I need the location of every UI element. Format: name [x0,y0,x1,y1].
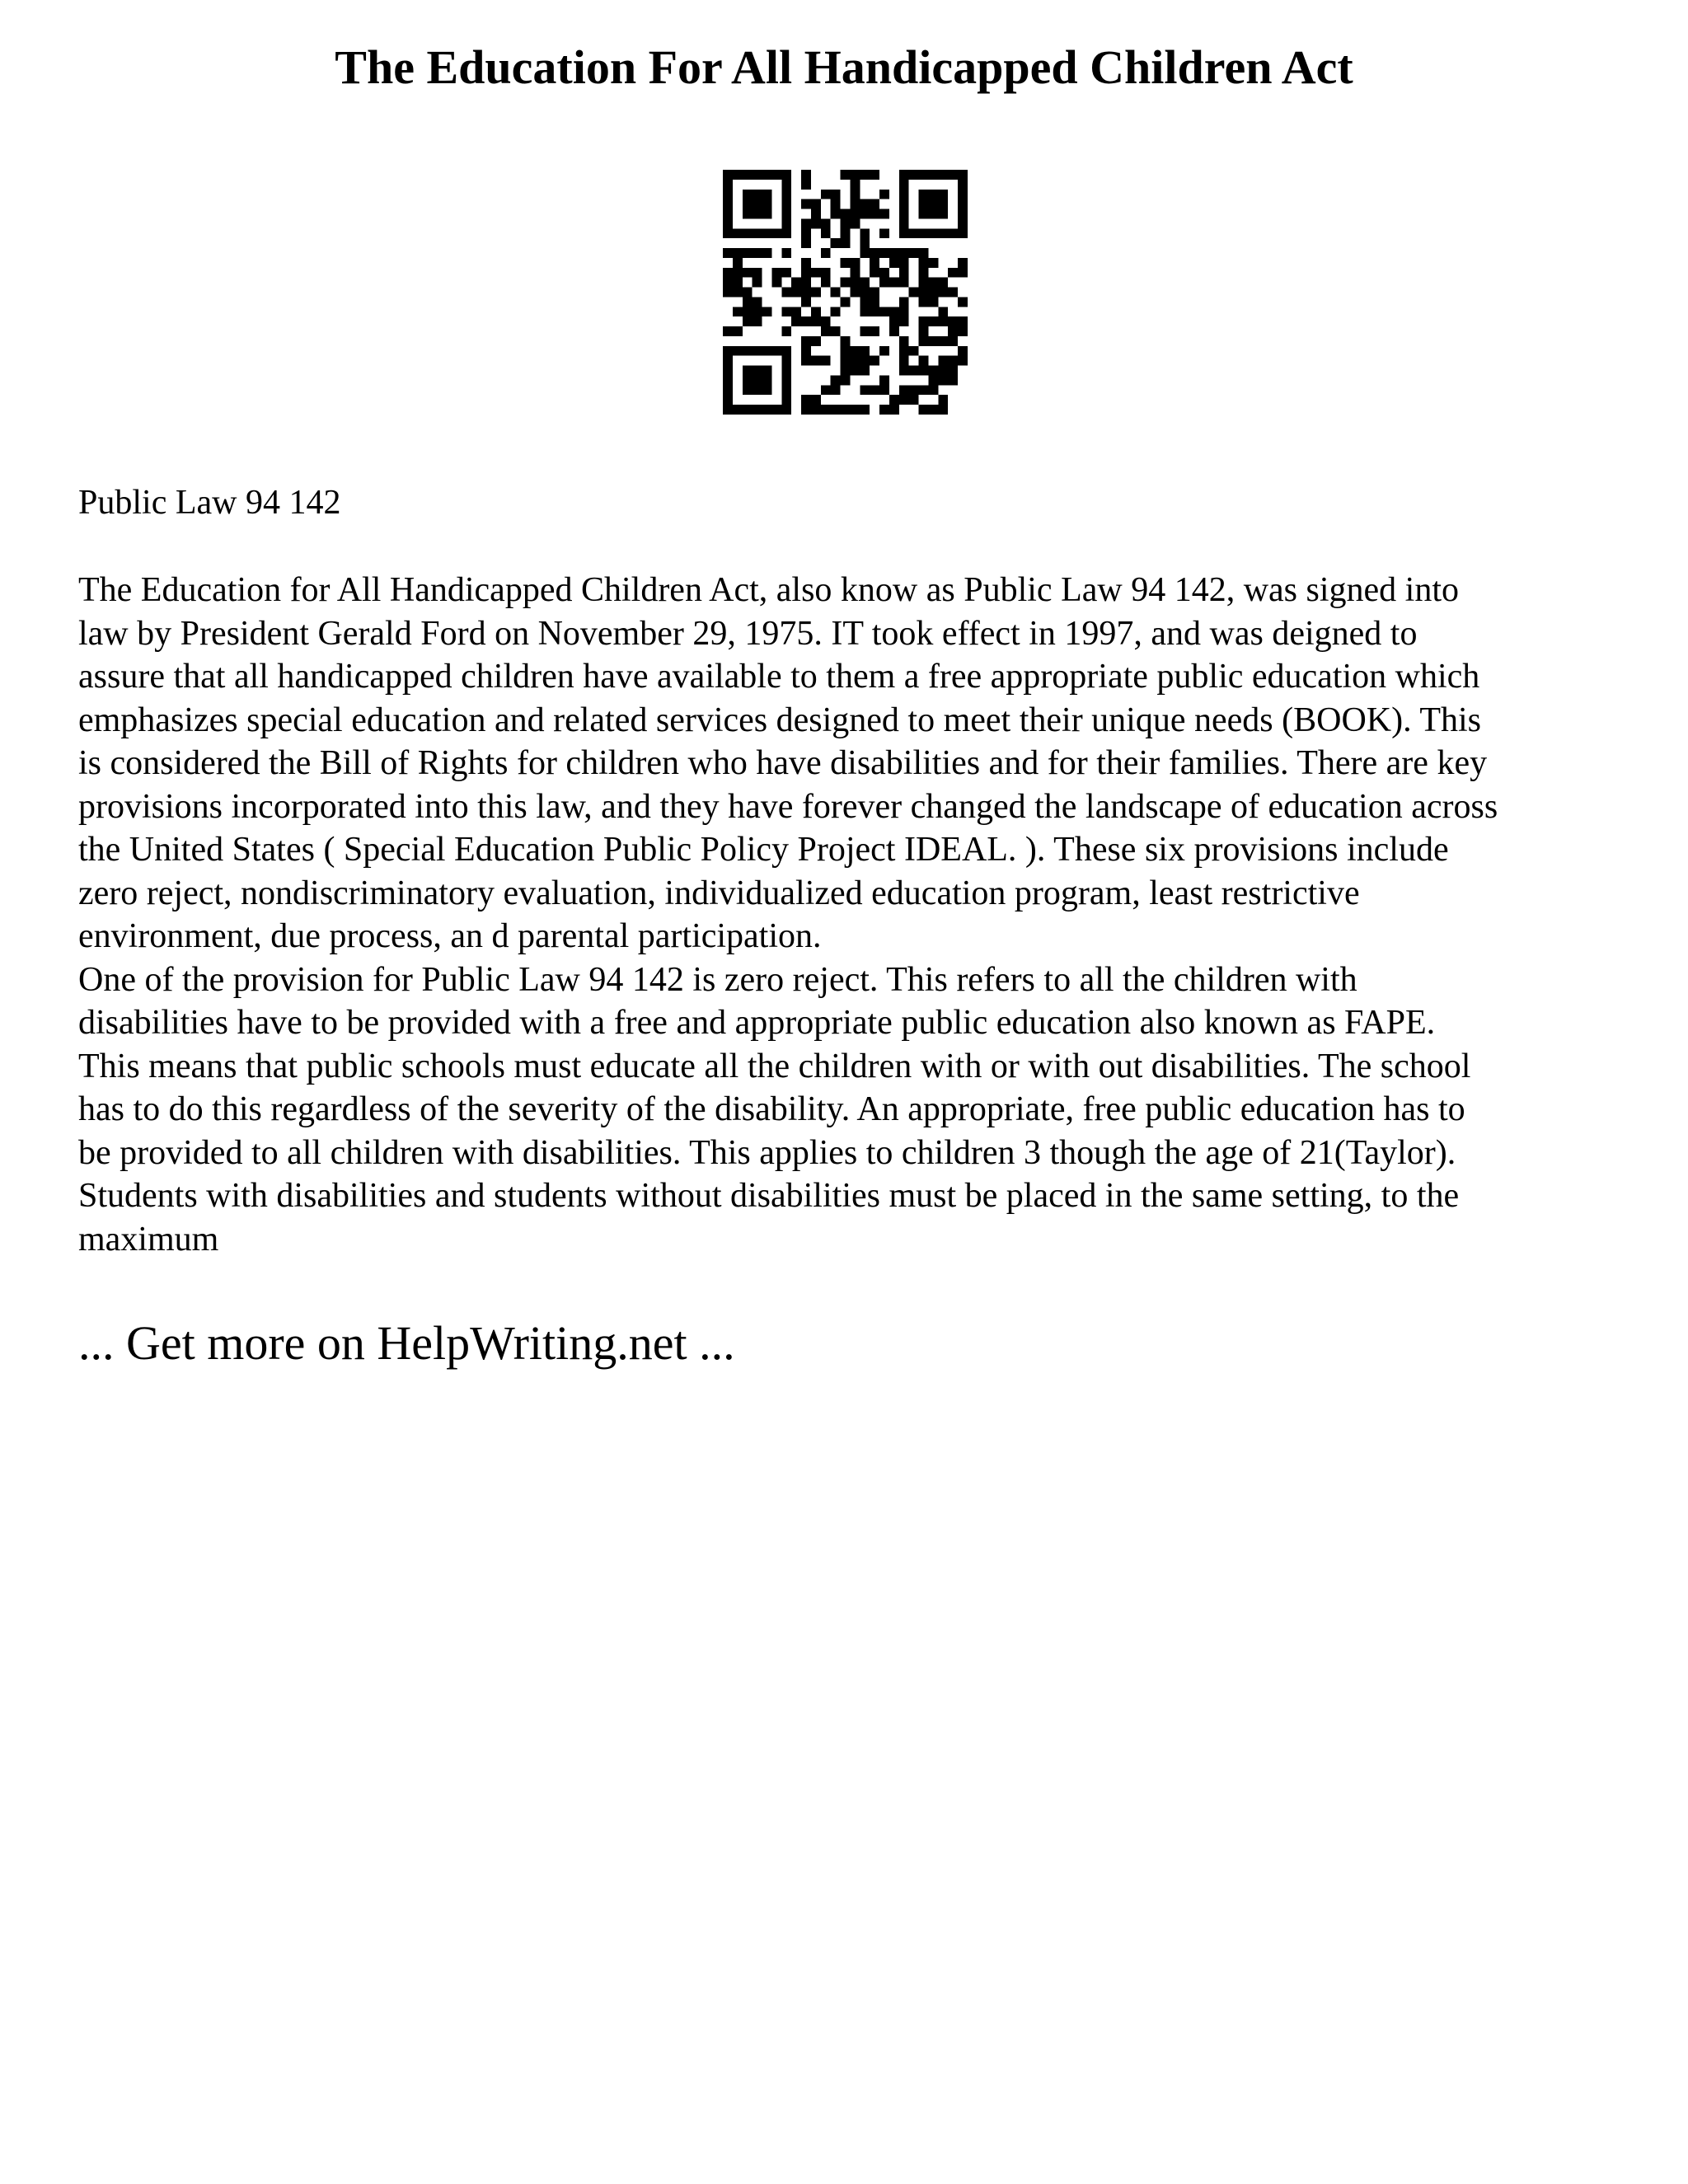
body-line: the United States ( Special Education Public Policy Project IDEAL. ). These six provisions include [78,831,1449,869]
body-line: disabilities have to be provided with a free and appropriate public education also known as FAPE. [78,1004,1436,1042]
body-line: Students with disabilities and students without disabilities must be placed in the same setting, to the [78,1177,1460,1215]
body-line: One of the provision for Public Law 94 142 is zero reject. This refers to all the children with [78,960,1357,999]
body-line: has to do this regardless of the severity of the disability. An appropriate, free public education has to [78,1090,1465,1128]
body-line: is considered the Bill of Rights for children who have disabilities and for their families. There are key [78,744,1488,782]
body-line: be provided to all children with disabilities. This applies to children 3 though the age of 21(Taylor). [78,1133,1456,1172]
body-line: maximum [78,1220,219,1258]
get-more-link[interactable]: ... Get more on HelpWriting.net ... [78,1316,735,1370]
qr-code-icon [723,170,968,415]
body-line: emphasizes special education and related services designed to meet their unique needs (BOOK). This [78,701,1482,739]
body-line: This means that public schools must educate all the children with or with out disabilities. The school [78,1047,1471,1085]
body-line: The Education for All Handicapped Children Act, also know as Public Law 94 142, was signed into [78,571,1460,609]
body-line: environment, due process, an d parental participation. [78,917,822,955]
document-subtitle: Public Law 94 142 [78,484,341,522]
document-title: The Education For All Handicapped Children Act [335,40,1353,94]
body-line: law by President Gerald Ford on November 29, 1975. IT took effect in 1997, and was deigned to [78,614,1418,653]
body-text [78,569,1644,1261]
body-line: zero reject, nondiscriminatory evaluation, individualized education program, least restrictive [78,874,1360,912]
body-line: provisions incorporated into this law, and they have forever changed the landscape of education across [78,787,1498,826]
body-line: assure that all handicapped children have available to them a free appropriate public education which [78,658,1480,696]
